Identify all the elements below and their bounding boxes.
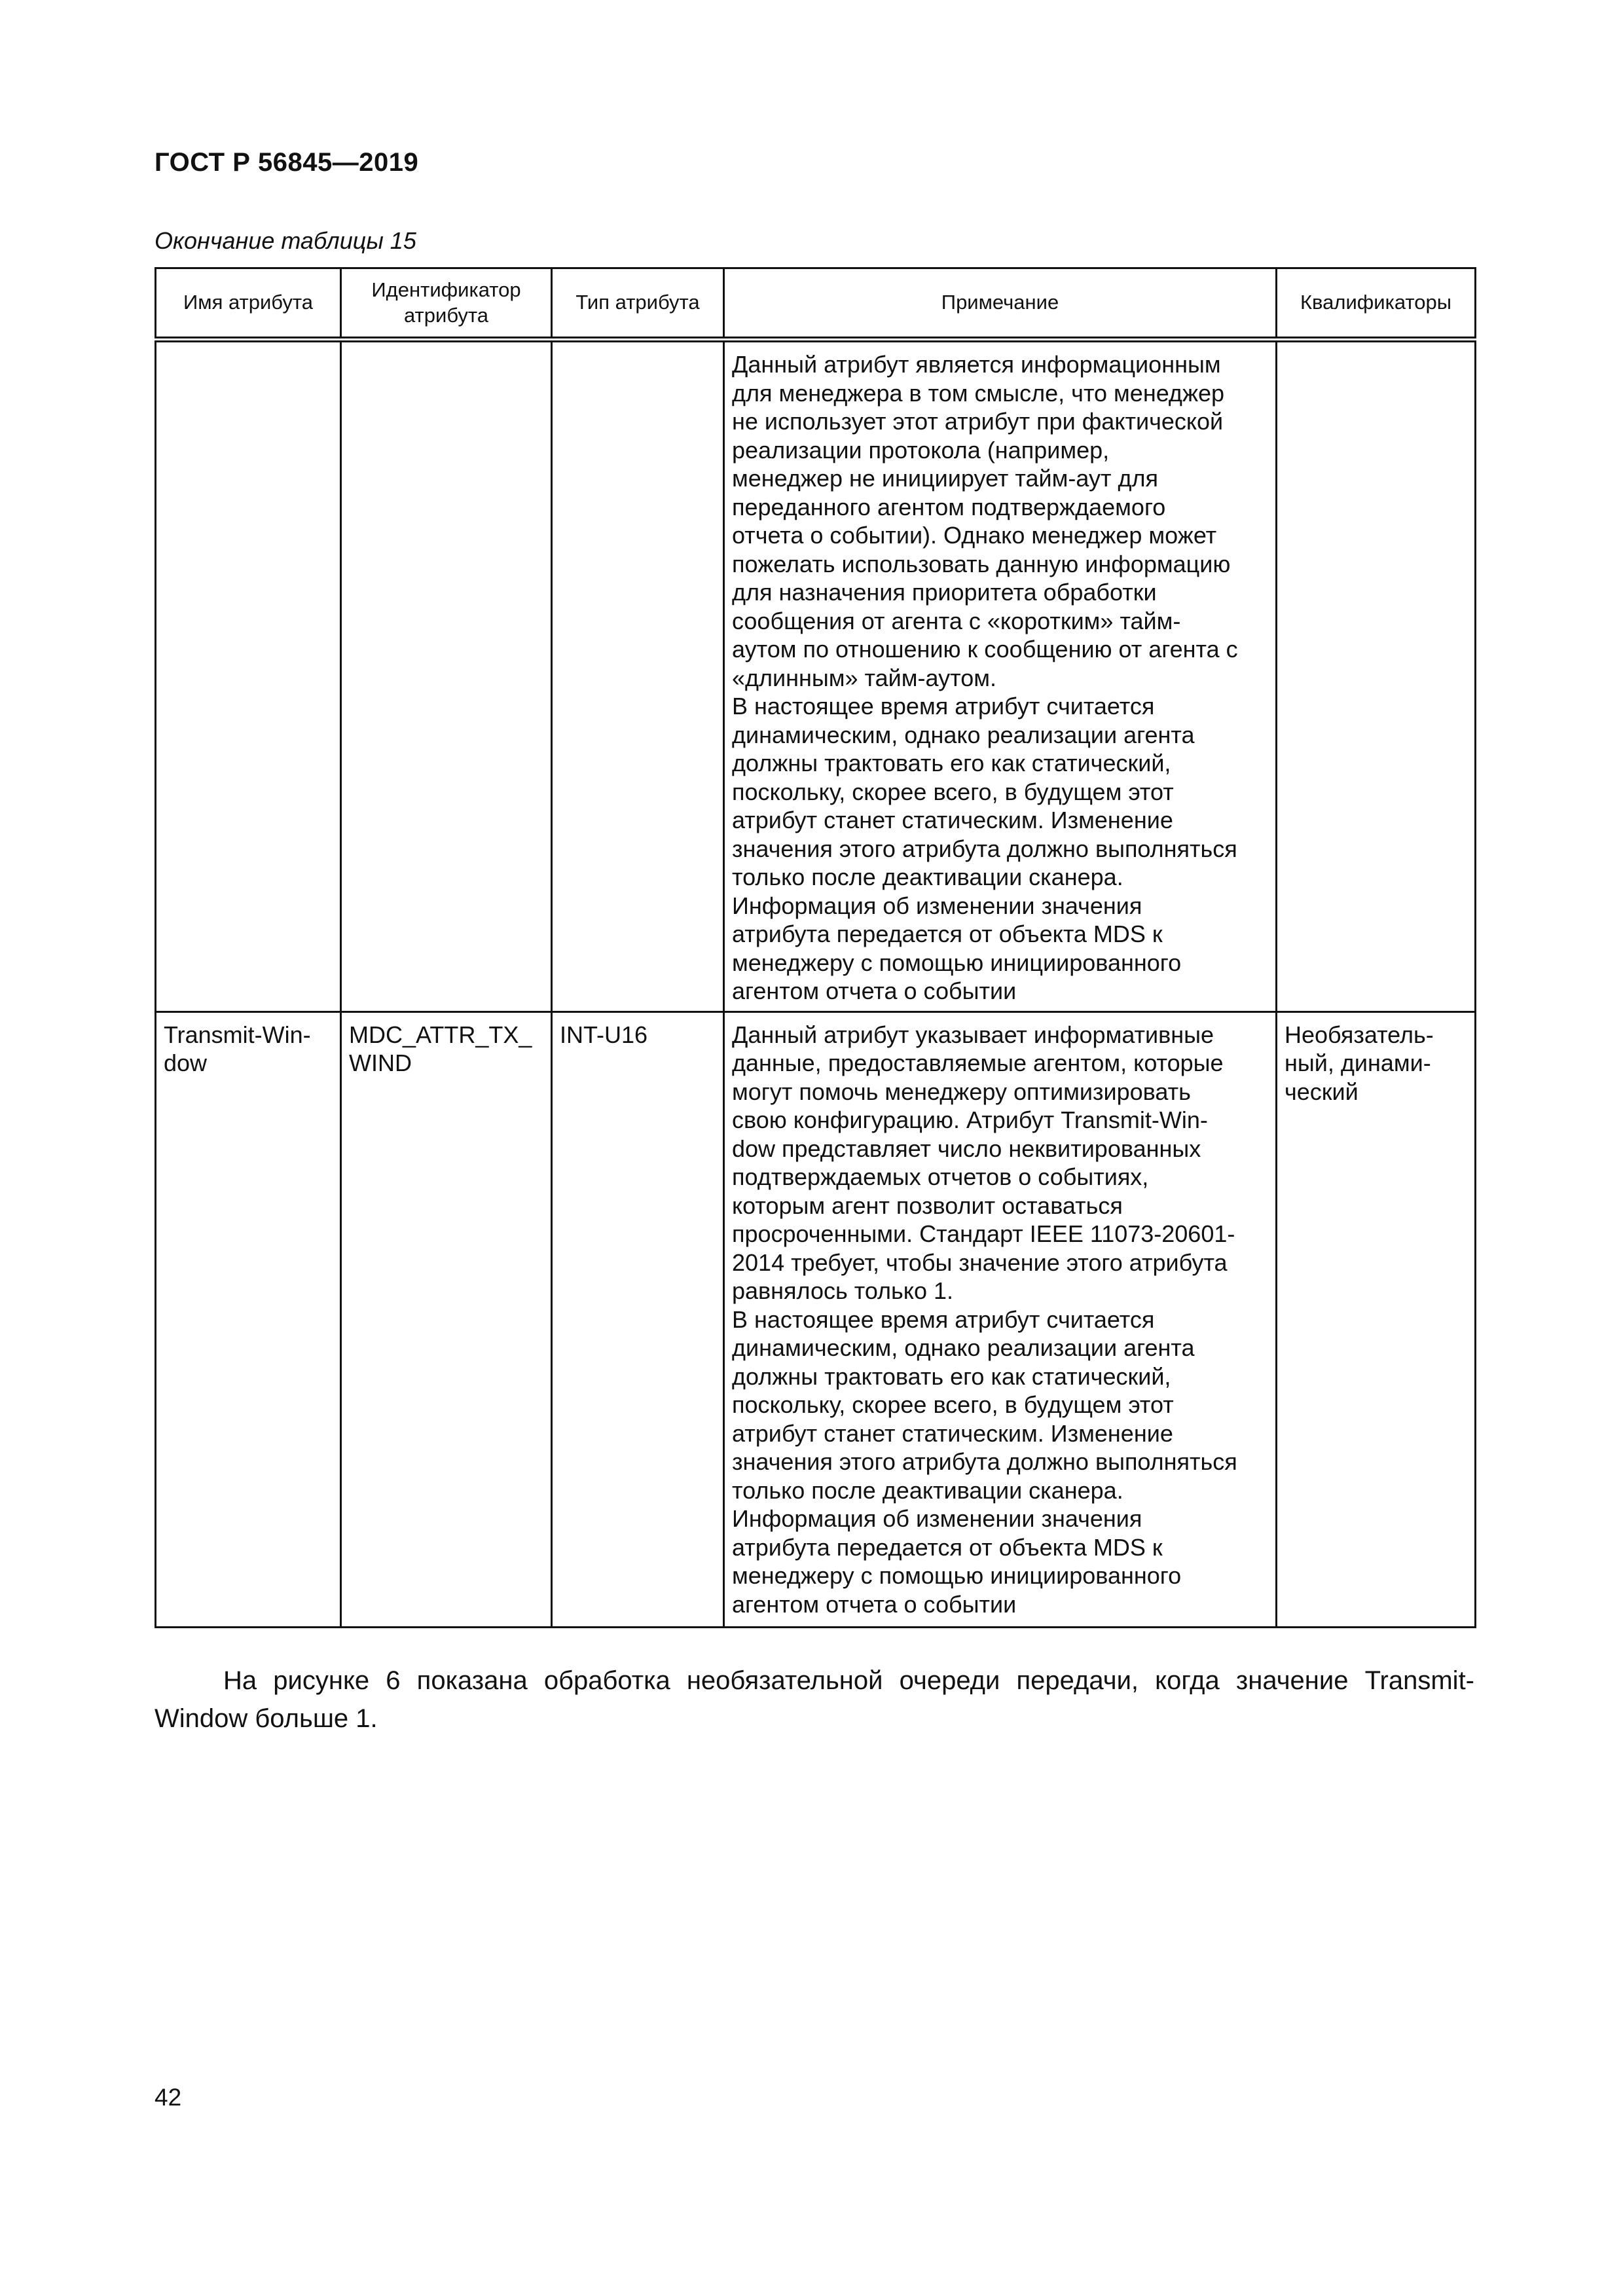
cell-qualifiers: Необязатель- ный, динами- ческий (1277, 1011, 1476, 1627)
cell-attribute-type (552, 340, 724, 1012)
cell-attribute-identifier (341, 340, 552, 1012)
body-paragraph: На рисунке 6 показана обработка необязательной очереди передачи, когда значение Transmit-Window больше 1. (155, 1666, 1474, 1733)
cell-attribute-identifier: MDC_ATTR_TX_ WIND (341, 1011, 552, 1627)
document-header: ГОСТ Р 56845—2019 (155, 148, 419, 177)
cell-note: Данный атрибут является информационным для менеджера в том смысле, что менеджер не использует этот атрибут при фактической реализации протокола (например, менеджер не инициирует тайм-аут для переданного агентом подтверждаемого отчета о событии). Однако менеджер может пожелать использовать данную информацию для назначения приоритета обработки сообщения от агента с «коротким» тайм- аутом по отношению к сообщению от агента с «длинным» тайм-аутом. В настоящее время атрибут считается динамическим, однако реализации агента должны трактовать его как статический, поскольку, скорее всего, в будущем этот атрибут станет статическим. Изменение значения этого атрибута должно выполняться только после деактивации сканера. Информация об изменении значения атрибута передается от объекта MDS к менеджеру с помощью инициированного агентом отчета о событии (724, 340, 1277, 1012)
cell-note: Данный атрибут указывает информативные данные, предоставляемые агентом, которые могут помочь менеджеру оптимизировать свою конфигурацию. Атрибут Transmit-Win- dow представляет число неквитированных подтверждаемых отчетов о событиях, которым агент позволит оставаться просроченными. Стандарт IEEE 11073-20601- 2014 требует, чтобы значение этого атрибута равнялось только 1. В настоящее время атрибут считается динамическим, однако реализации агента должны трактовать его как статический, поскольку, скорее всего, в будущем этот атрибут станет статическим. Изменение значения этого атрибута должно выполняться только после деактивации сканера. Информация об изменении значения атрибута передается от объекта MDS к менеджеру с помощью инициированного агентом отчета о событии (724, 1011, 1277, 1627)
page-number: 42 (155, 2084, 182, 2111)
table-header-row (156, 268, 1476, 340)
cell-attribute-name: Transmit-Win- dow (156, 1011, 341, 1627)
attributes-table (155, 267, 1476, 1628)
column-header-note: Примечание (724, 268, 1277, 340)
table-row (156, 1011, 1476, 1627)
cell-qualifiers (1277, 340, 1476, 1012)
table-caption: Окончание таблицы 15 (155, 227, 416, 254)
column-header-attribute-identifier: Идентификатор атрибута (341, 268, 552, 340)
cell-attribute-type: INT-U16 (552, 1011, 724, 1627)
column-header-qualifiers: Квалификаторы (1277, 268, 1476, 340)
table-row (156, 340, 1476, 1012)
column-header-attribute-type: Тип атрибута (552, 268, 724, 340)
cell-attribute-name (156, 340, 341, 1012)
column-header-attribute-name: Имя атрибута (156, 268, 341, 340)
